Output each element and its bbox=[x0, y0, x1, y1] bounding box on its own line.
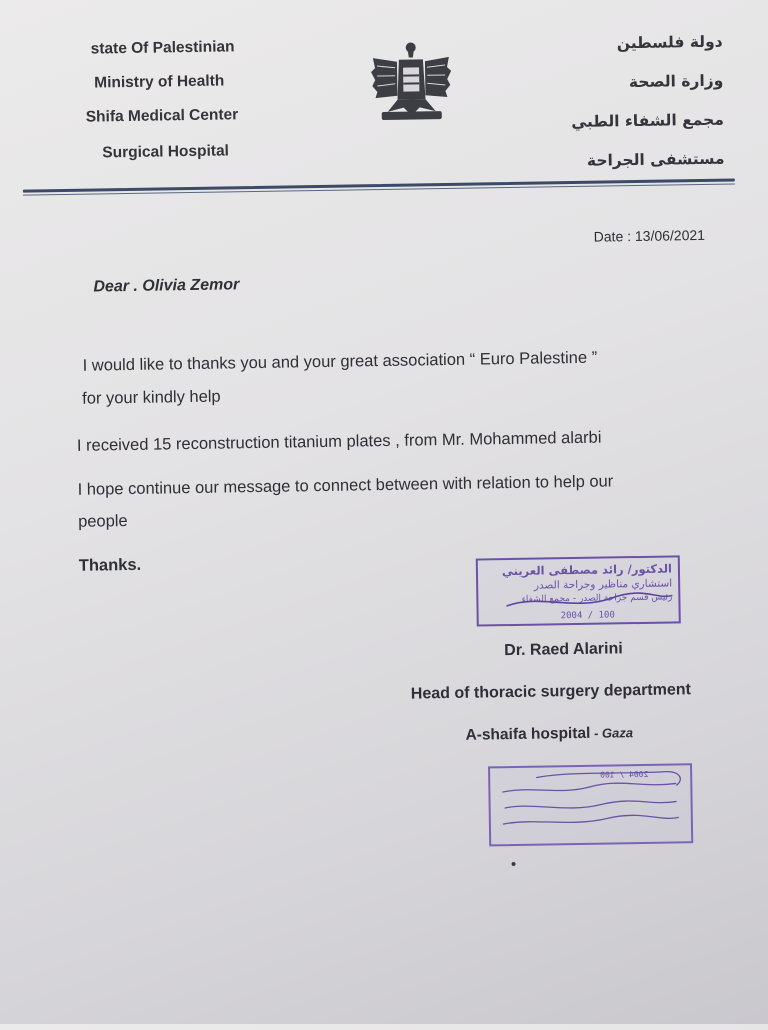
letterhead-ar-line-4: مستشفى الجراحة bbox=[586, 149, 725, 170]
hospital-city: - Gaza bbox=[590, 725, 634, 741]
letterhead-en-line-4: Surgical Hospital bbox=[102, 142, 230, 162]
stamp-top-number: 2004 / 100 bbox=[560, 610, 615, 622]
body-line-5: people bbox=[77, 512, 128, 531]
body-line-4: I hope continue our message to connect between with relation to help our bbox=[77, 472, 614, 499]
stamp-bottom-number: 2004 / 100 bbox=[600, 769, 649, 780]
body-line-1: I would like to thanks you and your great association “ Euro Palestine ” bbox=[82, 348, 598, 375]
stamp-top-line-2: استشاري مناظير وجراحة الصدر bbox=[533, 577, 673, 592]
closing: Thanks. bbox=[78, 555, 142, 575]
signatory-name: Dr. Raed Alarini bbox=[504, 640, 623, 660]
salutation: Dear . Olivia Zemor bbox=[93, 276, 240, 296]
signature-scribble-top bbox=[478, 557, 679, 624]
letterhead-en-line-1: state Of Palestinian bbox=[90, 38, 235, 58]
hospital-name: A-shaifa hospital bbox=[465, 724, 591, 744]
letterhead-ar-line-3: مجمع الشفاء الطبي bbox=[571, 110, 725, 132]
stamp-bottom-marks bbox=[490, 765, 691, 844]
signatory-hospital bbox=[465, 724, 633, 745]
letterhead-ar-line-2: وزارة الصحة bbox=[628, 71, 724, 92]
letterhead-ar-line-1: دولة فلسطين bbox=[616, 32, 723, 53]
letter-date: Date : 13/06/2021 bbox=[593, 226, 706, 245]
official-stamp-top bbox=[476, 555, 681, 626]
stamp-top-line-3: رئيس قسم جراحة الصدر - مجمع الشفاء bbox=[521, 592, 673, 605]
letterhead-en-line-3: Shifa Medical Center bbox=[85, 106, 239, 126]
stamp-top-line-1: الدكتور/ رائد مصطفى العريني bbox=[501, 561, 673, 579]
letterhead-en-line-2: Ministry of Health bbox=[94, 72, 225, 92]
body-line-2: for your kindly help bbox=[82, 387, 221, 408]
official-stamp-bottom bbox=[488, 763, 693, 846]
body-line-3: I received 15 reconstruction titanium plates , from Mr. Mohammed alarbi bbox=[76, 428, 602, 455]
ink-dot bbox=[512, 862, 516, 866]
signatory-title: Head of thoracic surgery department bbox=[410, 681, 692, 703]
eagle-emblem-icon bbox=[367, 37, 456, 122]
